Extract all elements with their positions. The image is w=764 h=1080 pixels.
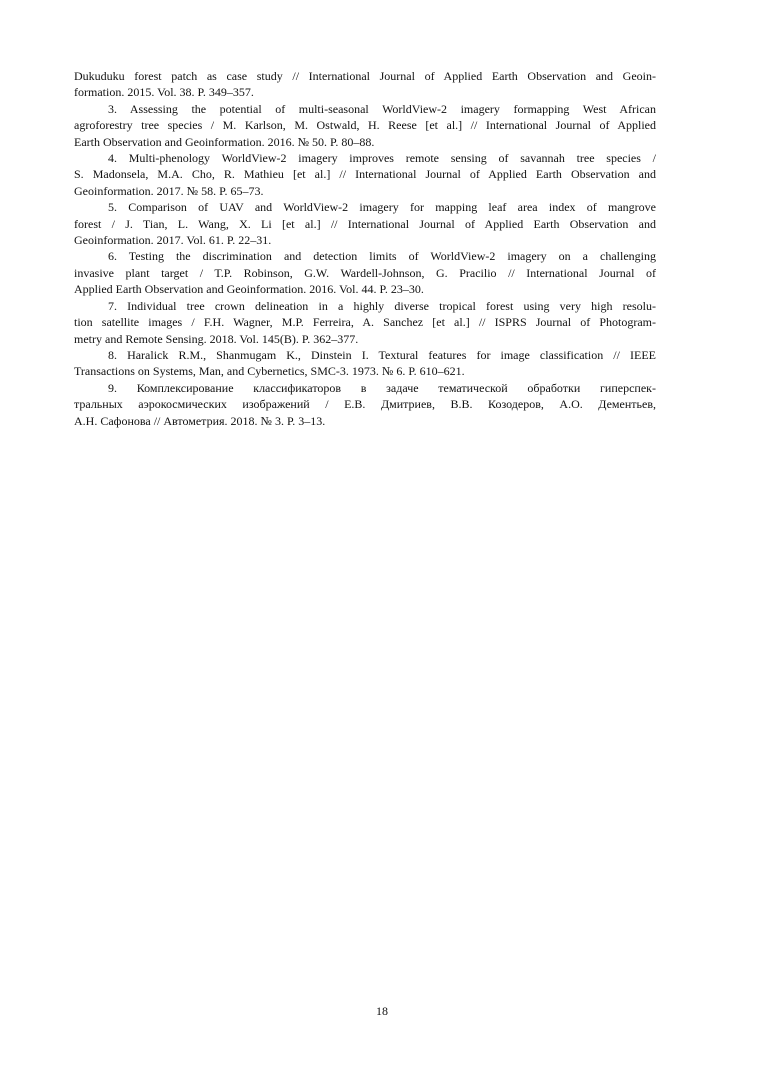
reference-line: 9. Комплексирование классификаторов в задаче тематической обработки гиперспек-	[108, 380, 656, 395]
reference-line: Geoinformation. 2017. Vol. 61. P. 22–31.	[74, 233, 272, 248]
reference-line: invasive plant target / T.P. Robinson, G.W. Wardell-Johnson, G. Pracilio // International Journal of	[74, 265, 656, 280]
page-number: 18	[376, 1004, 388, 1018]
reference-entry	[74, 101, 656, 150]
reference-line: Applied Earth Observation and Geoinformation. 2016. Vol. 44. P. 23–30.	[74, 282, 424, 297]
reference-line: Dukuduku forest patch as case study // International Journal of Applied Earth Observation and Geoin-	[74, 69, 656, 83]
reference-line: Geoinformation. 2017. № 58. P. 65–73.	[74, 183, 264, 198]
reference-entry	[74, 298, 656, 347]
reference-list	[74, 68, 656, 429]
reference-line: forest / J. Tian, L. Wang, X. Li [et al.] // International Journal of Applied Earth Observation and	[74, 216, 656, 231]
reference-entry	[74, 199, 656, 248]
reference-line: 7. Individual tree crown delineation in a highly diverse tropical forest using very high resolu-	[108, 298, 656, 313]
reference-line: А.Н. Сафонова // Автометрия. 2018. № 3. P. 3–13.	[74, 413, 326, 428]
reference-line: metry and Remote Sensing. 2018. Vol. 145(B). P. 362–377.	[74, 331, 359, 346]
reference-entry	[74, 347, 656, 380]
reference-line: tion satellite images / F.H. Wagner, M.P. Ferreira, A. Sanchez [et al.] // ISPRS Journal of Photogram-	[74, 315, 656, 330]
reference-line: agroforestry tree species / M. Karlson, M. Ostwald, H. Reese [et al.] // International Journal of Applied	[74, 118, 656, 133]
reference-line: formation. 2015. Vol. 38. P. 349–357.	[74, 85, 254, 100]
reference-entry	[74, 380, 656, 429]
reference-entry	[74, 150, 656, 199]
reference-line: тральных аэрокосмических изображений / Е.В. Дмитриев, В.В. Козодеров, А.О. Дементьев,	[74, 397, 656, 412]
reference-entry	[74, 248, 656, 297]
reference-line: 4. Multi-phenology WorldView-2 imagery improves remote sensing of savannah tree species /	[108, 151, 656, 166]
reference-line: Earth Observation and Geoinformation. 2016. № 50. P. 80–88.	[74, 134, 375, 149]
reference-line: 3. Assessing the potential of multi-seasonal WorldView-2 imagery formapping West African	[108, 101, 656, 116]
reference-line: 8. Haralick R.M., Shanmugam K., Dinstein I. Textural features for image classification // IEEE	[108, 347, 656, 362]
reference-line: S. Madonsela, M.A. Cho, R. Mathieu [et al.] // International Journal of Applied Earth Observation and	[74, 167, 656, 182]
reference-line: 5. Comparison of UAV and WorldView-2 imagery for mapping leaf area index of mangrove	[108, 200, 656, 215]
reference-line: Transactions on Systems, Man, and Cybernetics, SMC-3. 1973. № 6. P. 610–621.	[74, 364, 465, 379]
reference-line: 6. Testing the discrimination and detection limits of WorldView-2 imagery on a challenging	[108, 249, 656, 264]
reference-entry	[74, 68, 656, 101]
